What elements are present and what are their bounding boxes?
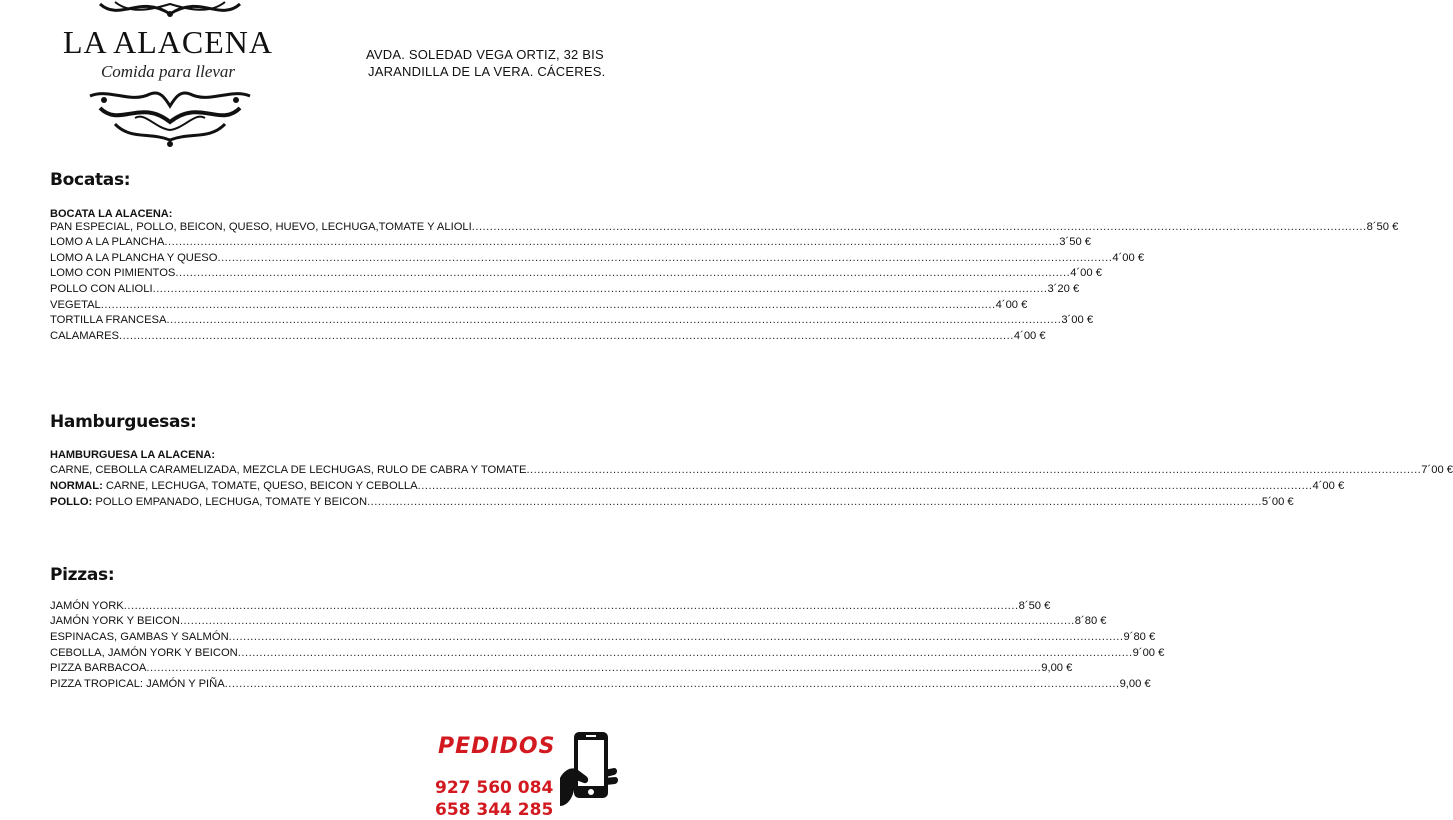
menu-item: PIZZA TROPICAL: JAMÓN Y PIÑA ..... 9,00 € xyxy=(50,677,620,692)
menu-item: CALAMARES ..... 4´00 € xyxy=(50,329,620,344)
menu-item: VEGETAL ..... 4´00 € xyxy=(50,298,620,313)
logo xyxy=(50,0,286,150)
ornament-top-icon xyxy=(90,0,250,22)
phone-number-2[interactable]: 658 344 285 xyxy=(435,800,554,820)
menu-item: PIZZA BARBACOA ..... 9,00 € xyxy=(50,661,620,676)
orders-label: PEDIDOS xyxy=(438,734,556,759)
menu-item: CARNE, CEBOLLA CARAMELIZADA, MEZCLA DE LECHUGAS, RULO DE CABRA Y TOMATE ..... 7´00 € xyxy=(50,463,620,478)
menu-item: LOMO CON PIMIENTOS ..... 4´00 € xyxy=(50,266,620,281)
menu-item: PAN ESPECIAL, POLLO, BEICON, QUESO, HUEVO, LECHUGA,TOMATE Y ALIOLI ..... 8´50 € xyxy=(50,220,620,235)
menu-item: POLLO: POLLO EMPANADO, LECHUGA, TOMATE Y BEICON ..... 5´00 € xyxy=(50,495,620,510)
menu-item: LOMO A LA PLANCHA ..... 3´50 € xyxy=(50,235,620,250)
group-label-hamburguesa: HAMBURGUESA LA ALACENA: xyxy=(50,449,215,461)
section-title-pizzas: Pizzas: xyxy=(50,565,115,585)
menu-item: JAMÓN YORK Y BEICON ..... 8´80 € xyxy=(50,614,620,629)
menu-item: JAMÓN YORK ..... 8´50 € xyxy=(50,599,620,614)
menu-item: LOMO A LA PLANCHA Y QUESO ..... 4´00 € xyxy=(50,251,620,266)
orders-block xyxy=(430,730,650,820)
group-label-bocata: BOCATA LA ALACENA: xyxy=(50,208,173,220)
menu-item: POLLO CON ALIOLI ..... 3´20 € xyxy=(50,282,620,297)
section-title-hamburguesas: Hamburguesas: xyxy=(50,412,197,432)
menu-item: NORMAL: CARNE, LECHUGA, TOMATE, QUESO, BEICON Y CEBOLLA ..... 4´00 € xyxy=(50,479,620,494)
address xyxy=(366,46,605,80)
brand-name: LA ALACENA xyxy=(63,24,273,60)
section-title-bocatas: Bocatas: xyxy=(50,170,131,190)
smartphone-in-hand-icon xyxy=(558,730,620,808)
menu-item: CEBOLLA, JAMÓN YORK Y BEICON ..... 9´00 € xyxy=(50,646,620,661)
phone-number-1[interactable]: 927 560 084 xyxy=(435,778,554,798)
menu-item: ESPINACAS, GAMBAS Y SALMÓN ..... 9´80 € xyxy=(50,630,620,645)
brand-tagline: Comida para llevar xyxy=(100,62,236,81)
address-line-1: AVDA. SOLEDAD VEGA ORTIZ, 32 BIS xyxy=(366,47,604,62)
address-line-2: JARANDILLA DE LA VERA. CÁCERES. xyxy=(368,64,606,79)
ornament-bottom-icon xyxy=(80,88,260,150)
menu-item: TORTILLA FRANCESA ..... 3´00 € xyxy=(50,313,620,328)
